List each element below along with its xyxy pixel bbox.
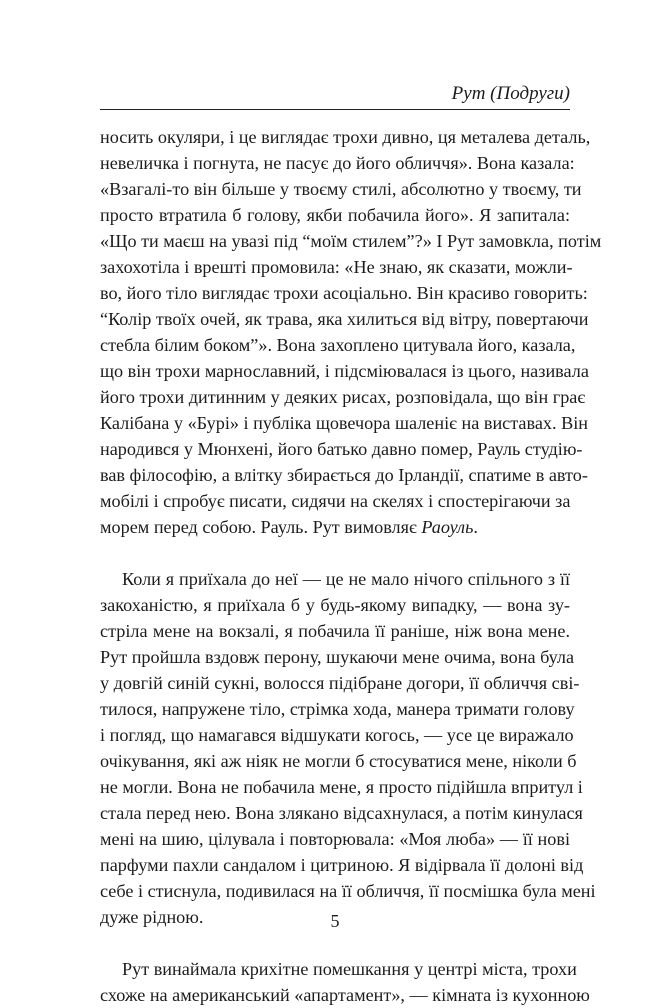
text-line: парфуми пахли сандалом і цитриною. Я відірвала її долоні від [100,855,584,875]
text-line: захохотіла і врешті промовила: «Не знаю, як сказати, можли- [100,257,573,277]
text-line: “Колір твоїх очей, як трава, яка хилиться від вітру, повертаючи [100,309,589,329]
paragraph-3 [100,956,590,1008]
paragraph-gap [100,540,570,566]
text-line: стріла мене на вокзалі, я побачила її раніше, ніж вона мене. [100,621,570,641]
paragraph-1 [100,124,602,540]
text-line: тилося, напружене тіло, стрімка хода, манера тримати голову [100,699,575,719]
text-line: мобілі і спробує писати, сидячи на скелях і спостерігаючи за [100,491,571,511]
text-line: вав філософію, а влітку збирається до Ірландії, спатиме в авто- [100,465,588,485]
text-line: що він трохи марнославний, і підсміювалася із цього, називала [100,361,589,381]
body-text [100,124,602,1008]
header-rule [100,109,570,110]
page-number: 5 [330,911,340,931]
text-line: не могли. Вона не побачила мене, я просто підійшла впритул і [100,777,583,797]
text-line: носить окуляри, і це виглядає трохи дивно, ця металева деталь, [100,127,591,147]
text-line: народився у Мюнхені, його батько давно помер, Рауль студію- [100,439,583,459]
text-line-last [100,514,570,540]
text-line: стала перед нею. Вона злякано відсахнулася, а потім кинулася [100,803,583,823]
text-line: себе і стиснула, подивилася на її обличчя, її посмішка була мені [100,881,596,901]
text-line: стебла білим боком”». Вона захоплено цитувала його, казала, [100,335,576,355]
text-line: і погляд, що намагався відшукати когось, — усе це виражало [100,725,574,745]
text-line: схоже на американський «апартамент», — кімната із кухонною [100,985,590,1005]
text-line: Рут винаймала крихітне помешкання у центрі міста, трохи [122,959,577,979]
text-line: просто втратила б голову, якби побачила його». Я запитала: [100,205,570,225]
text-line: «Що ти маєш на увазі під “моїм стилем”?» І Рут замовкла, потім [100,231,602,251]
text-line: Коли я приїхала до неї — це не мало нічого спільного з її [122,569,570,589]
text-line: закоханістю, я приїхала б у будь-якому випадку, — вона зу- [100,595,570,615]
italic-name: Раоуль [421,517,474,537]
text-line: Рут пройшла вздовж перону, шукаючи мене очима, вона була [100,647,575,667]
paragraph-gap [100,930,570,956]
text-line: во, його тіло виглядає трохи асоціально. Він красиво говорить: [100,283,588,303]
text-fragment: морем перед собою. Рауль. Рут вимовляє [100,517,422,537]
text-line: невеличка і погнута, не пасує до його обличчя». Вона казала: [100,153,575,173]
running-header: Рут (Подруги) [451,83,570,104]
text-line: «Взагалі-то він більше у твоєму стилі, абсолютно у твоєму, ти [100,179,582,199]
text-line: у довгій синій сукні, волосся підібране догори, її обличчя сві- [100,673,580,693]
text-line: Калібана у «Бурі» і публіка щовечора шаленіє на виставах. Він [100,413,589,433]
text-line: мені на шию, цілувала і повторювала: «Моя люба» — її нові [100,829,570,849]
text-line: очікування, які аж ніяк не могли б стосуватися мене, ніколи б [100,751,577,771]
paragraph-2 [100,566,596,930]
text-line-last: дуже рідною. [100,907,204,927]
text-line: його трохи дитинним у деяких рисах, розповідала, що він грає [100,387,586,407]
text-fragment: . [473,517,478,537]
